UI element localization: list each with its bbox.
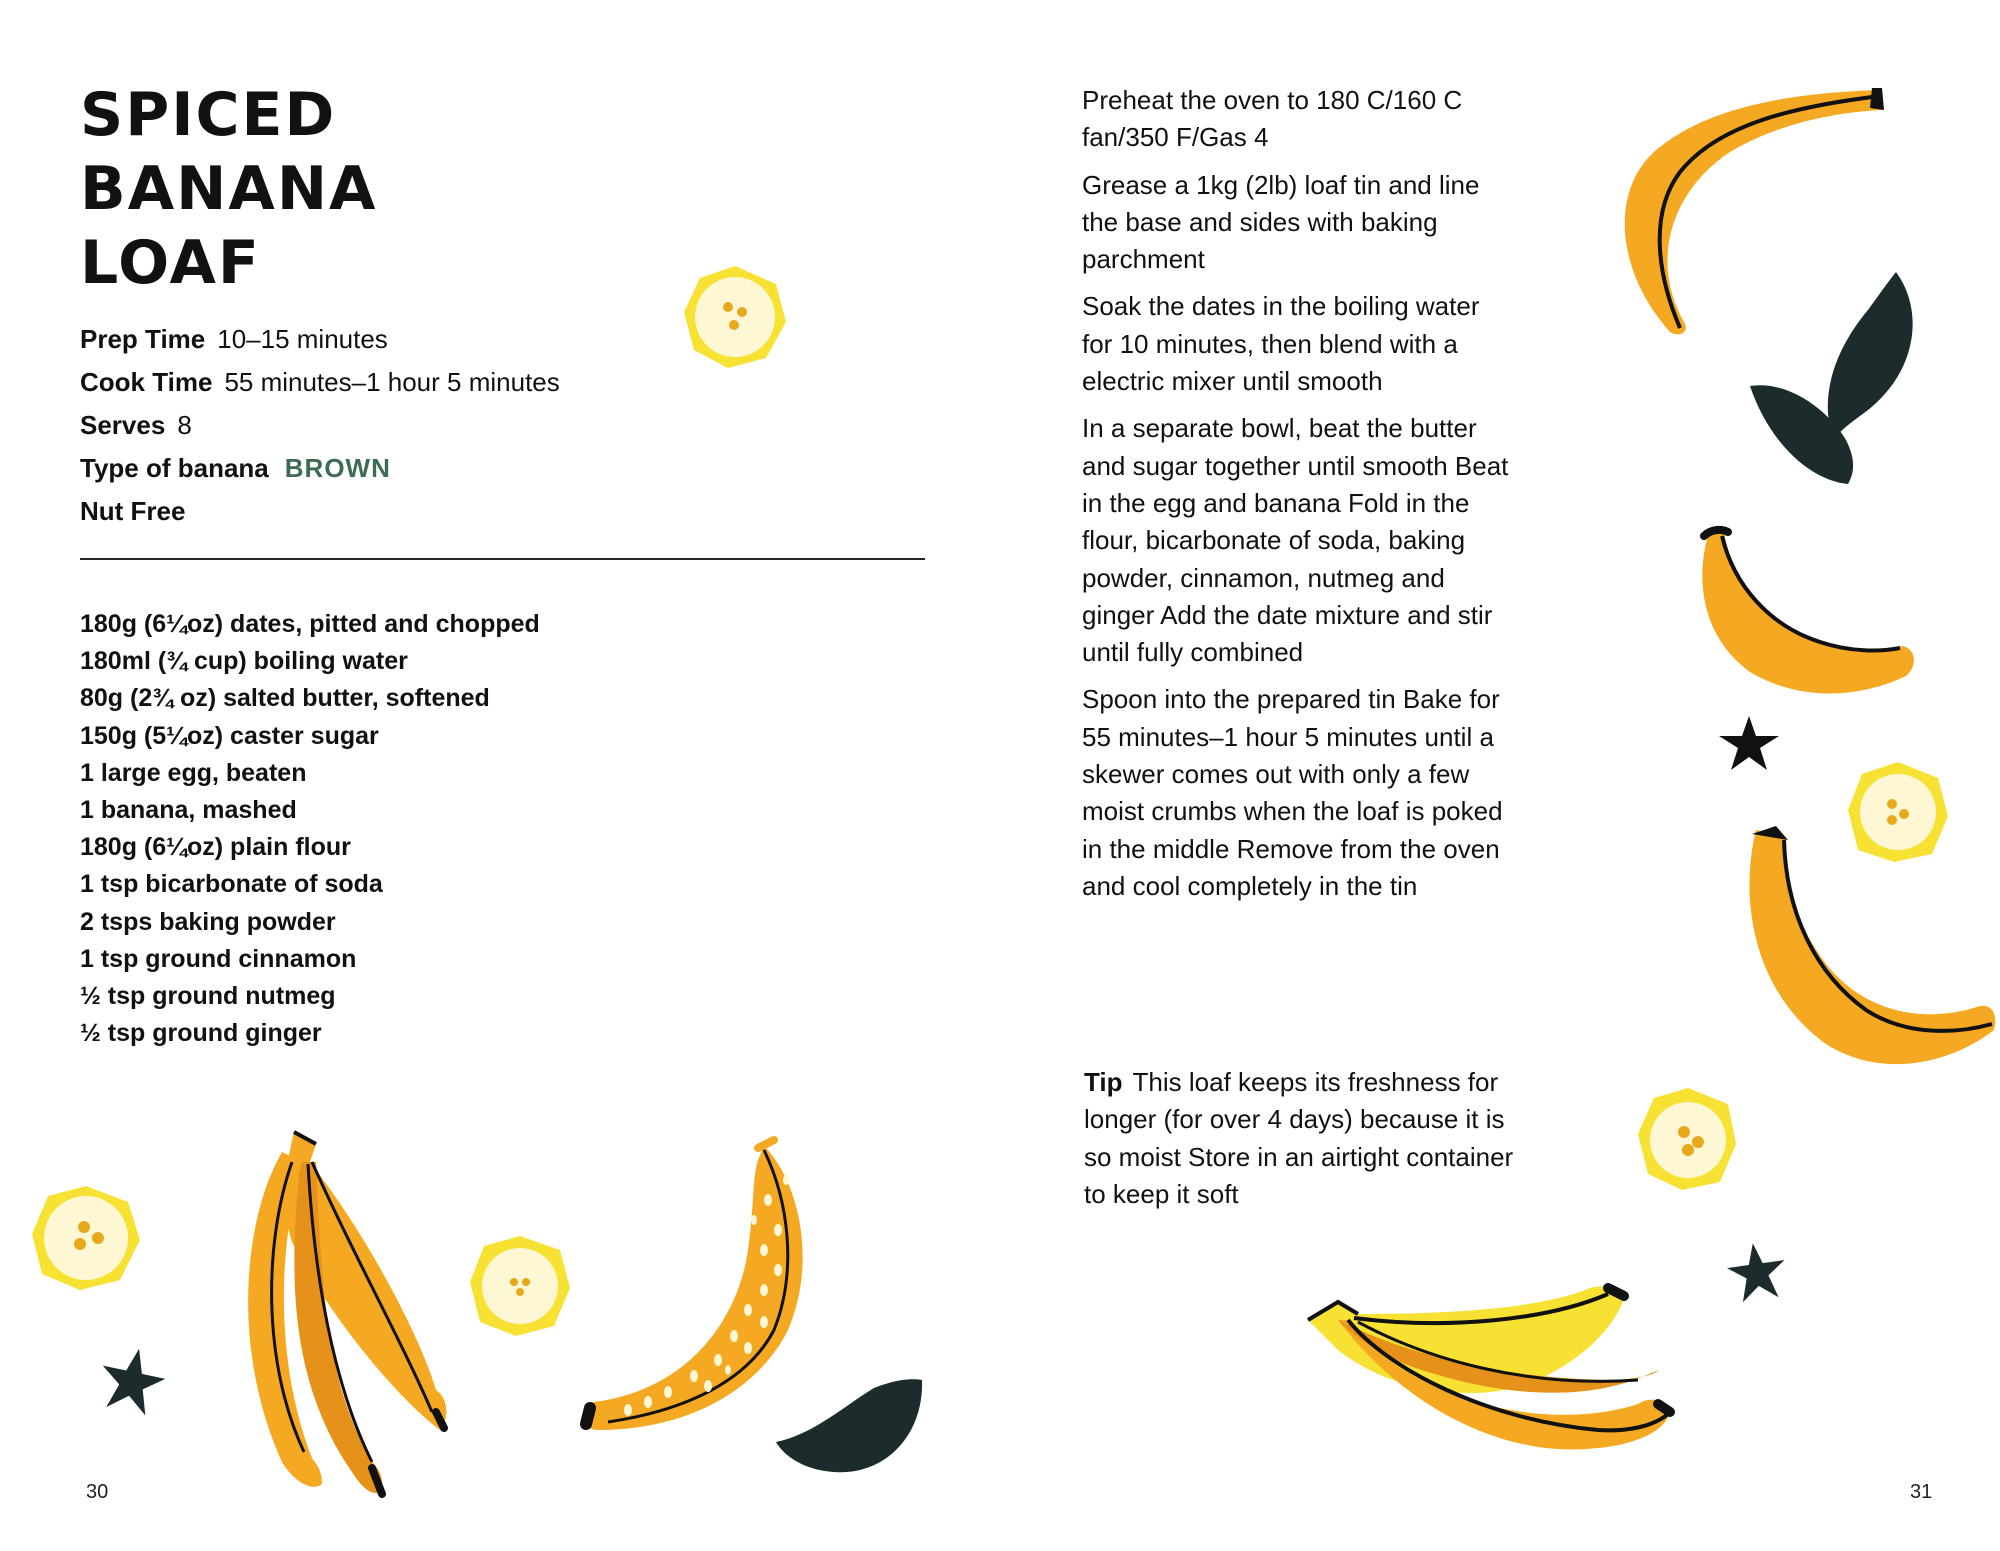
title-line: BANANA [80,154,378,224]
ingredient-item: 180g (6¼oz) dates, pitted and chopped [80,610,540,638]
tip-text: This loaf keeps its freshness for longer (for over 4 days) because it is so moist Store in an airtight container to keep it soft [1084,1067,1514,1209]
star-anise-icon [1724,1240,1790,1306]
title-line: SPICED [80,80,337,150]
banana-type-value: BROWN [284,453,391,483]
ingredient-item: 1 tsp ground cinnamon [80,944,357,973]
right-page [1000,0,2000,1551]
ingredient-item: 1 large egg, beaten [80,758,307,787]
star-anise-icon [96,1346,168,1418]
method-step: Spoon into the prepared tin Bake for 55 minutes–1 hour 5 minutes until a skewer comes out with only a few moist crumbs when the loaf is poked in the middle Remove from the oven and cool completely in the tin [1082,684,1503,901]
ingredient-item: 1 banana, mashed [80,795,297,824]
star-anise-icon [1714,714,1784,772]
banana-icon [1736,824,1998,1068]
method-step: Grease a 1kg (2lb) loaf tin and line the base and sides with baking parchment [1082,169,1480,275]
leaf-icon [1748,270,1922,486]
banana-slice-icon [680,262,790,372]
method-steps [1082,82,1512,915]
banana-slice-icon [1636,1084,1738,1192]
banana-icon [1690,526,1920,696]
ingredient-item: 1 tsp bicarbonate of soda [80,870,383,899]
ingredient-item: ½ tsp ground nutmeg [80,981,336,1010]
ingredient-item: 80g (2¾ oz) salted butter, softened [80,684,490,713]
banana-slice-icon [468,1232,572,1338]
prep-time-value: 10–15 minutes [217,324,388,354]
ingredient-list [80,606,540,1052]
page-number: 30 [86,1481,109,1503]
method-step: In a separate bowl, beat the butter and sugar together until smooth Beat in the egg and banana Fold in the flour, bicarbonate of soda, baking powder, cinnamon, nutmeg and ginger Add the date mixture and stir until fully combined [1082,413,1509,668]
serves-row [80,404,560,447]
prep-time-row [80,318,560,361]
banana-type-label: Type of banana [80,453,269,483]
serves-value: 8 [177,410,192,440]
method-step: Soak the dates in the boiling water for 10 minutes, then blend with a electric mixer until smooth [1082,291,1480,397]
ingredient-item: 150g (5¼oz) caster sugar [80,721,379,750]
tip [1084,1064,1514,1213]
method-step: Preheat the oven to 180 C/160 C fan/350 F/Gas 4 [1082,85,1463,153]
ingredient-item: ½ tsp ground ginger [80,1019,322,1048]
prep-time-label: Prep Time [80,324,206,354]
serves-label: Serves [80,410,166,440]
banana-bunch-icon [1298,1280,1682,1480]
cook-time-row [80,361,560,404]
leaf-icon [774,1376,924,1476]
tip-label: Tip [1084,1067,1123,1097]
diet-label: Nut Free [80,496,186,526]
cook-time-value: 55 minutes–1 hour 5 minutes [224,367,560,397]
divider [80,558,925,560]
recipe-meta [80,318,560,533]
recipe-title [80,78,377,300]
title-line: LOAF [80,228,261,298]
banana-type-row [80,447,560,490]
diet-row [80,490,560,533]
banana-bunch-icon [222,1122,462,1504]
page-number: 31 [1910,1481,1933,1503]
ingredient-item: 180ml (¾ cup) boiling water [80,647,408,676]
ingredient-item: 180g (6¼oz) plain flour [80,833,351,862]
banana-slice-icon [28,1182,144,1292]
cook-time-label: Cook Time [80,367,213,397]
ingredient-item: 2 tsps baking powder [80,907,336,936]
